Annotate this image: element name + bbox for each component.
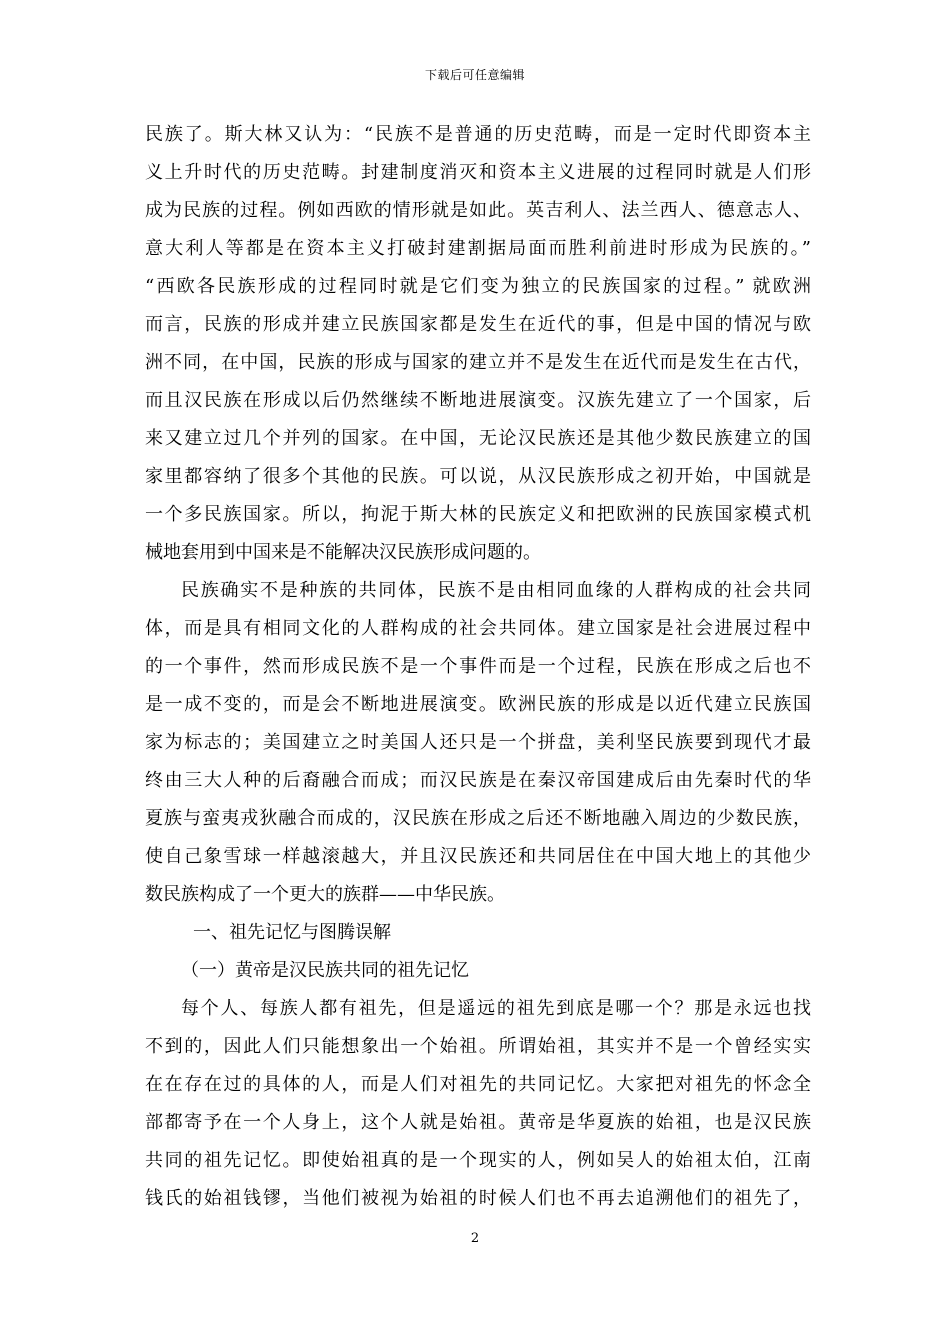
text-line: 来又建立过几个并列的国家。在中国，无论汉民族还是其他少数民族建立的国 — [145, 428, 811, 449]
text-line: 每个人、每族人都有祖先，但是遥远的祖先到底是哪一个？那是永远也找 — [181, 998, 811, 1019]
text-line: 一、祖先记忆与图腾误解 — [193, 922, 391, 943]
text-line: 械地套用到中国来是不能解决汉民族形成问题的。 — [145, 542, 541, 563]
text-line: 而言，民族的形成并建立民族国家都是发生在近代的事，但是中国的情况与欧 — [145, 314, 811, 335]
text-line: “西欧各民族形成的过程同时就是它们变为独立的民族国家的过程。” 就欧洲 — [145, 276, 811, 297]
text-line: （一）黄帝是汉民族共同的祖先记忆 — [181, 960, 469, 981]
text-line: 钱氏的始祖钱镠，当他们被视为始祖的时候人们也不再去追溯他们的祖先了， — [145, 1188, 811, 1209]
page-number: 2 — [470, 1231, 480, 1246]
text-line: 体，而是具有相同文化的人群构成的社会共同体。建立国家是社会进展过程中 — [145, 618, 811, 639]
text-line: 是一成不变的，而是会不断地进展演变。欧洲民族的形成是以近代建立民族国 — [145, 694, 811, 715]
text-line: 终由三大人种的后裔融合而成；而汉民族是在秦汉帝国建成后由先秦时代的华 — [145, 770, 811, 791]
text-line: 一个多民族国家。所以，拘泥于斯大林的民族定义和把欧洲的民族国家模式机 — [145, 504, 811, 525]
text-line: 夏族与蛮夷戎狄融合而成的，汉民族在形成之后还不断地融入周边的少数民族， — [145, 808, 811, 829]
text-line: 部都寄予在一个人身上，这个人就是始祖。黄帝是华夏族的始祖，也是汉民族 — [145, 1112, 811, 1133]
text-line: 共同的祖先记忆。即使始祖真的是一个现实的人，例如吴人的始祖太伯，江南 — [145, 1150, 811, 1171]
text-line: 在在存在过的具体的人，而是人们对祖先的共同记忆。大家把对祖先的怀念全 — [145, 1074, 811, 1095]
text-line: 成为民族的过程。例如西欧的情形就是如此。英吉利人、法兰西人、德意志人、 — [145, 200, 811, 221]
text-line: 家里都容纳了很多个其他的民族。可以说，从汉民族形成之初开始，中国就是 — [145, 466, 811, 487]
text-line: 义上升时代的历史范畴。封建制度消灭和资本主义进展的过程同时就是人们形 — [145, 162, 811, 183]
page-header: 下载后可任意编辑 — [424, 68, 525, 82]
text-line: 而且汉民族在形成以后仍然继续不断地进展演变。汉族先建立了一个国家，后 — [145, 390, 811, 411]
text-line: 家为标志的；美国建立之时美国人还只是一个拼盘，美利坚民族要到现代才最 — [145, 732, 811, 753]
text-line: 数民族构成了一个更大的族群——中华民族。 — [145, 884, 505, 905]
text-line: 不到的，因此人们只能想象出一个始祖。所谓始祖，其实并不是一个曾经实实 — [145, 1036, 811, 1057]
text-line: 民族确实不是种族的共同体，民族不是由相同血缘的人群构成的社会共同 — [181, 580, 811, 601]
text-line: 使自己象雪球一样越滚越大，并且汉民族还和共同居住在中国大地上的其他少 — [145, 846, 811, 867]
text-line: 意大利人等都是在资本主义打破封建割据局面而胜利前进时形成为民族的。” — [145, 238, 811, 259]
text-line: 民族了。斯大林又认为：“民族不是普通的历史范畴，而是一定时代即资本主 — [145, 124, 811, 145]
document-body — [145, 116, 811, 1218]
text-line: 洲不同，在中国，民族的形成与国家的建立并不是发生在近代而是发生在古代， — [145, 352, 811, 373]
text-line: 的一个事件，然而形成民族不是一个事件而是一个过程，民族在形成之后也不 — [145, 656, 811, 677]
